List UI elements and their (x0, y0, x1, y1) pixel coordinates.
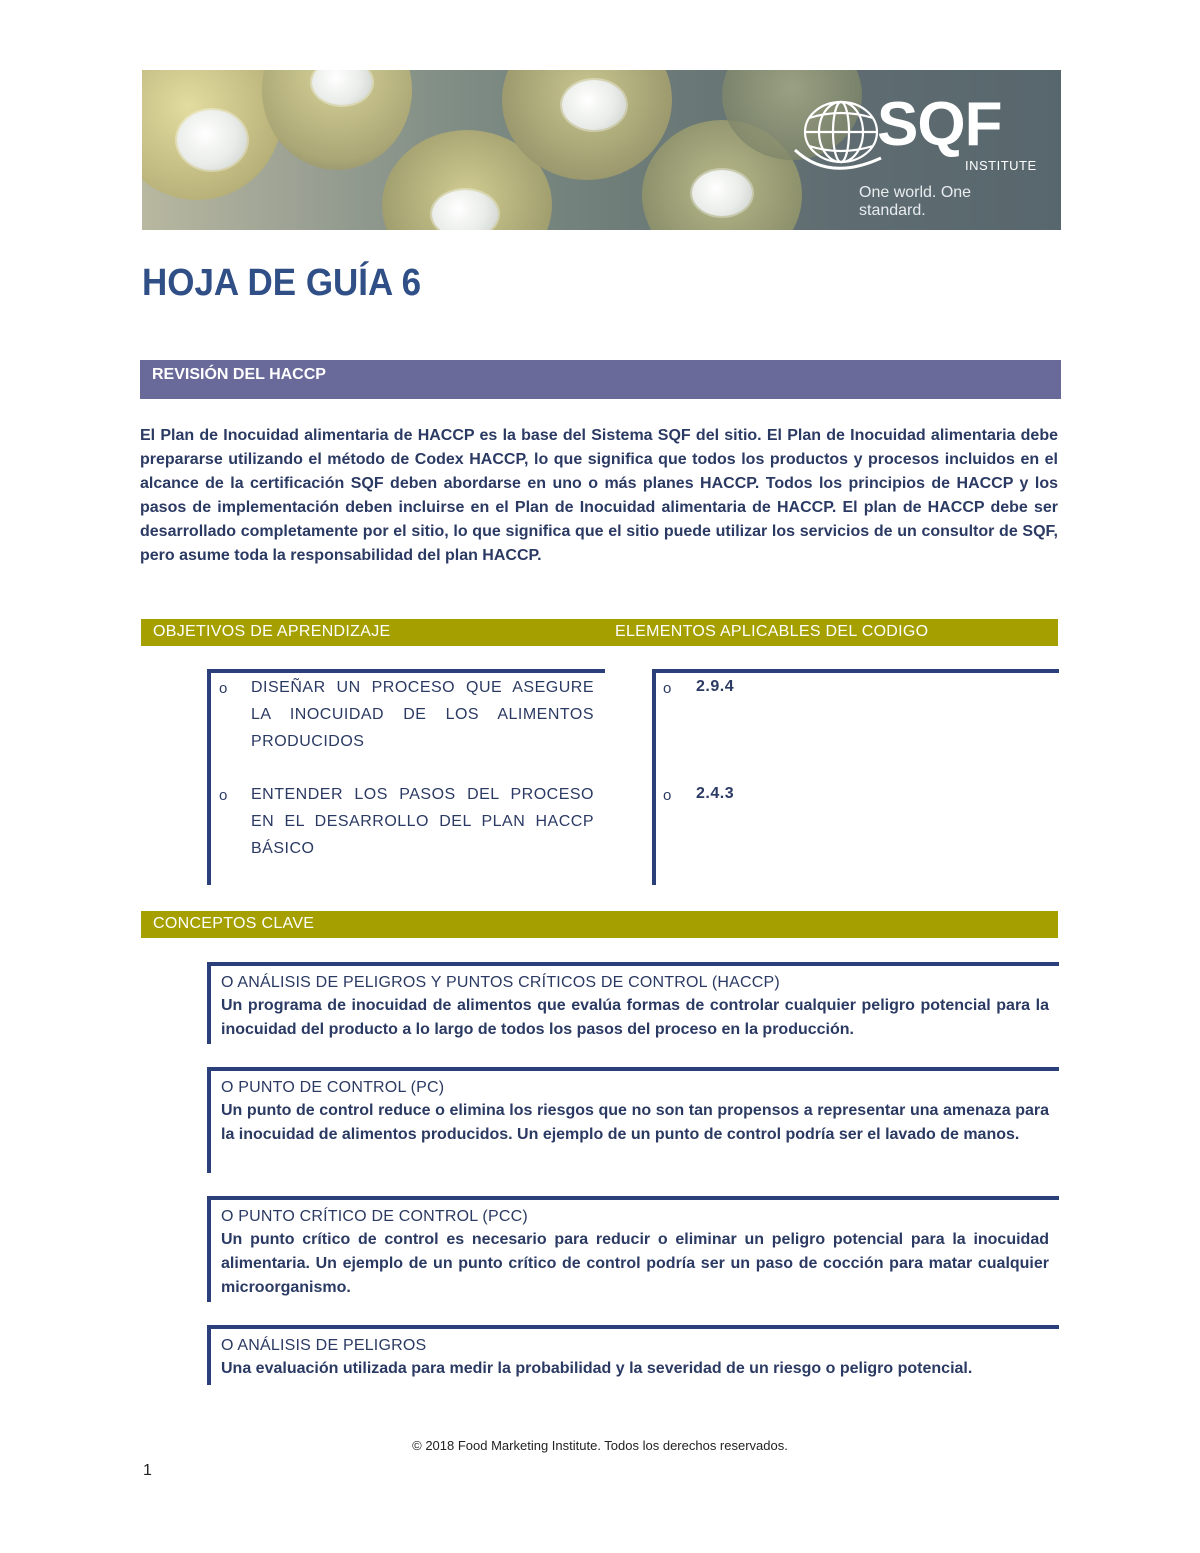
bottle-cap-image (692, 170, 752, 216)
objectives-heading: OBJETIVOS DE APRENDIZAJE (153, 623, 391, 640)
header-banner (142, 70, 1061, 230)
concept-card (207, 1196, 1059, 1302)
concept-card (207, 1325, 1059, 1385)
bottle-cap-image (432, 190, 498, 230)
concept-text: Una evaluación utilizada para medir la probabilidad y la severidad de un riesgo o peligro potencial. (221, 1360, 973, 1377)
bottle-cap-image (177, 110, 247, 170)
objective-bullet: o (219, 680, 228, 697)
logo-subtext: INSTITUTE (965, 158, 1037, 173)
concept-title: O PUNTO CRÍTICO DE CONTROL (PCC) (221, 1208, 528, 1225)
concept-text: Un punto de control reduce o elimina los riesgos que no son tan propensos a representar una amenaza para la inocuidad de alimentos producidos. Un ejemplo de un punto de control podría ser el lavado de manos. (221, 1102, 1049, 1143)
sqf-logo (789, 90, 1039, 219)
copyright-footer: © 2018 Food Marketing Institute. Todos los derechos reservados. (412, 1438, 788, 1453)
objective-item: ENTENDER LOS PASOS DEL PROCESO EN EL DESARROLLO DEL PLAN HACCP BÁSICO (251, 786, 594, 857)
concept-card (207, 1067, 1059, 1173)
section-heading-concepts: CONCEPTOS CLAVE (141, 911, 1058, 938)
logo-tagline: One world. One standard. (859, 184, 972, 219)
code-elements-box (652, 669, 1059, 885)
concept-title: O ANÁLISIS DE PELIGROS Y PUNTOS CRÍTICOS DE CONTROL (HACCP) (221, 974, 780, 991)
code-bullet: o (663, 680, 672, 697)
code-elements-heading: ELEMENTOS APLICABLES DEL CODIGO (615, 623, 929, 640)
code-element: 2.4.3 (696, 785, 735, 802)
code-element: 2.9.4 (696, 678, 735, 695)
globe-icon (789, 92, 885, 176)
code-bullet: o (663, 787, 672, 804)
objective-item: DISEÑAR UN PROCESO QUE ASEGURE LA INOCUIDAD DE LOS ALIMENTOS PRODUCIDOS (251, 679, 594, 750)
objective-bullet: o (219, 787, 228, 804)
section-heading-objectives (141, 619, 1058, 646)
section-heading-review: REVISIÓN DEL HACCP (140, 360, 1061, 399)
concept-title: O ANÁLISIS DE PELIGROS (221, 1337, 427, 1354)
concept-text: Un programa de inocuidad de alimentos que evalúa formas de controlar cualquier peligro potencial para la inocuidad del producto a lo largo de todos los pasos del proceso en la producción. (221, 997, 1049, 1038)
page-number: 1 (143, 1462, 152, 1479)
review-paragraph: El Plan de Inocuidad alimentaria de HACCP es la base del Sistema SQF del sitio. El Plan de Inocuidad alimentaria debe prepararse utilizando el método de Codex HACCP, lo que significa que todos los productos y procesos incluidos en el alcance de la certificación SQF deben abordarse en uno o más planes HACCP. Todos los principios de HACCP y los pasos de implementación deben incluirse en el Plan de Inocuidad alimentaria de HACCP. El plan de HACCP debe ser desarrollado completamente por el sitio, lo que significa que el sitio puede utilizar los servicios de un consultor de SQF, pero asume toda la responsabilidad del plan HACCP. (140, 427, 1058, 564)
concept-text: Un punto crítico de control es necesario para reducir o eliminar un peligro potencial para la inocuidad alimentaria. Un ejemplo de un punto crítico de control podría ser un paso de cocción para matar cualquier microorganismo. (221, 1231, 1049, 1296)
page-title: HOJA DE GUÍA 6 (142, 262, 422, 304)
concept-title: O PUNTO DE CONTROL (PC) (221, 1079, 445, 1096)
concept-card (207, 962, 1059, 1044)
logo-text: SQF (877, 90, 1002, 159)
bottle-cap-image (562, 80, 626, 130)
